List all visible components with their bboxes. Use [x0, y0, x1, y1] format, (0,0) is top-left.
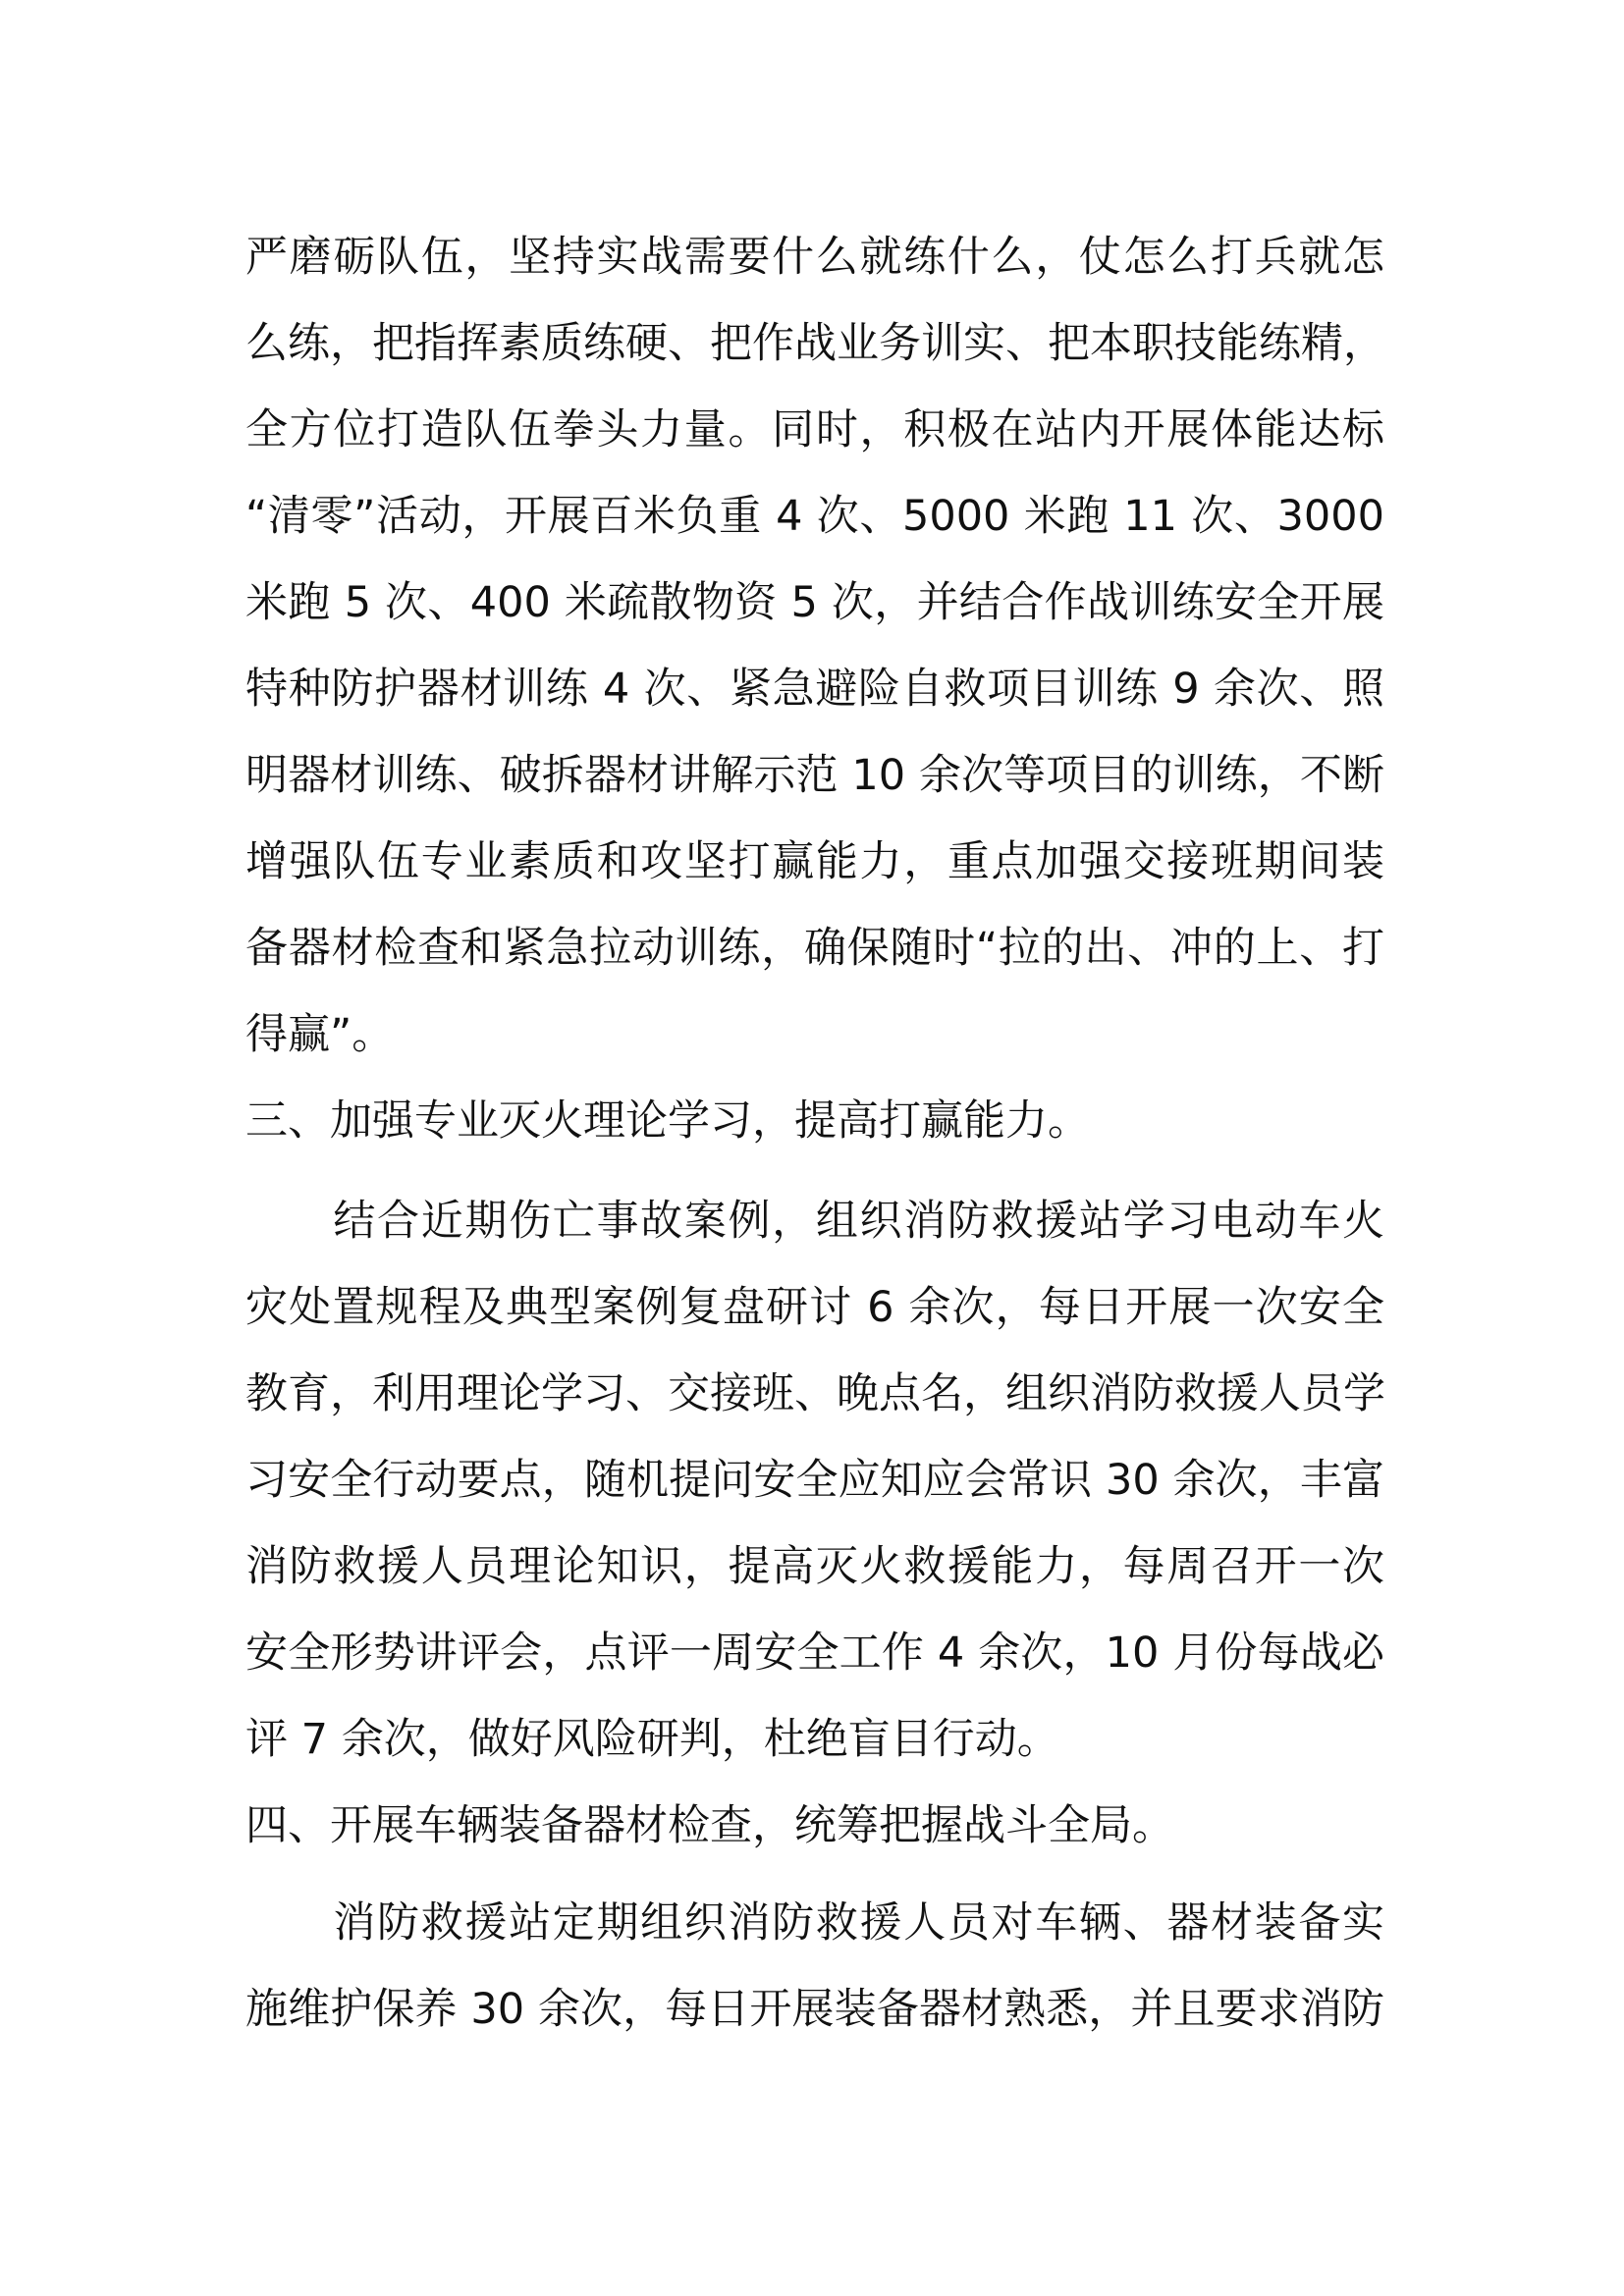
paragraph-line: 习安全行动要点，随机提问安全应知应会常识 30 余次，丰富: [245, 1456, 1384, 1505]
section-heading-3: 三、加强专业灭火理论学习，提高打赢能力。: [245, 1096, 1090, 1146]
paragraph-line: 施维护保养 30 余次，每日开展装备器材熟悉，并且要求消防: [245, 1985, 1384, 2034]
paragraph-line: 得赢”。: [245, 1010, 395, 1059]
paragraph-line: 教育，利用理论学习、交接班、晚点名，组织消防救援人员学: [245, 1369, 1385, 1418]
paragraph-line: 全方位打造队伍拳头力量。同时，积极在站内开展体能达标: [245, 405, 1384, 454]
paragraph-line: 么练，把指挥素质练硬、把作战业务训实、把本职技能练精，: [245, 319, 1385, 368]
paragraph-line: 增强队伍专业素质和攻坚打赢能力，重点加强交接班期间装: [245, 837, 1384, 886]
paragraph-equipment-check: [245, 1880, 1384, 2053]
paragraph-line: 灾处置规程及典型案例复盘研讨 6 余次，每日开展一次安全: [245, 1283, 1384, 1332]
paragraph-line: 消防救援人员理论知识，提高灭火救援能力，每周召开一次: [245, 1542, 1384, 1591]
paragraph-line: 评 7 余次，做好风险研判，杜绝盲目行动。: [245, 1715, 1059, 1764]
paragraph-line: 特种防护器材训练 4 次、紧急避险自救项目训练 9 余次、照: [245, 665, 1384, 714]
paragraph-line: 米跑 5 次、400 米疏散物资 5 次，并结合作战训练安全开展: [245, 578, 1384, 627]
paragraph-line: 明器材训练、破拆器材讲解示范 10 余次等项目的训练，不断: [245, 751, 1384, 800]
paragraph-training: [245, 214, 1384, 1078]
paragraph-line: 备器材检查和紧急拉动训练，确保随时“拉的出、冲的上、打: [245, 924, 1384, 973]
paragraph-theory-study: [245, 1178, 1384, 1783]
paragraph-line: 结合近期伤亡事故案例，组织消防救援站学习电动车火: [245, 1197, 1384, 1246]
paragraph-line: 严磨砺队伍，坚持实战需要什么就练什么，仗怎么打兵就怎: [245, 233, 1384, 282]
section-heading-4: 四、开展车辆装备器材检查，统筹把握战斗全局。: [245, 1801, 1174, 1850]
paragraph-line: 安全形势讲评会，点评一周安全工作 4 余次，10 月份每战必: [245, 1629, 1384, 1678]
paragraph-line: “清零”活动，开展百米负重 4 次、5000 米跑 11 次、3000: [245, 492, 1384, 541]
paragraph-line: 消防救援站定期组织消防救援人员对车辆、器材装备实: [245, 1898, 1384, 1948]
